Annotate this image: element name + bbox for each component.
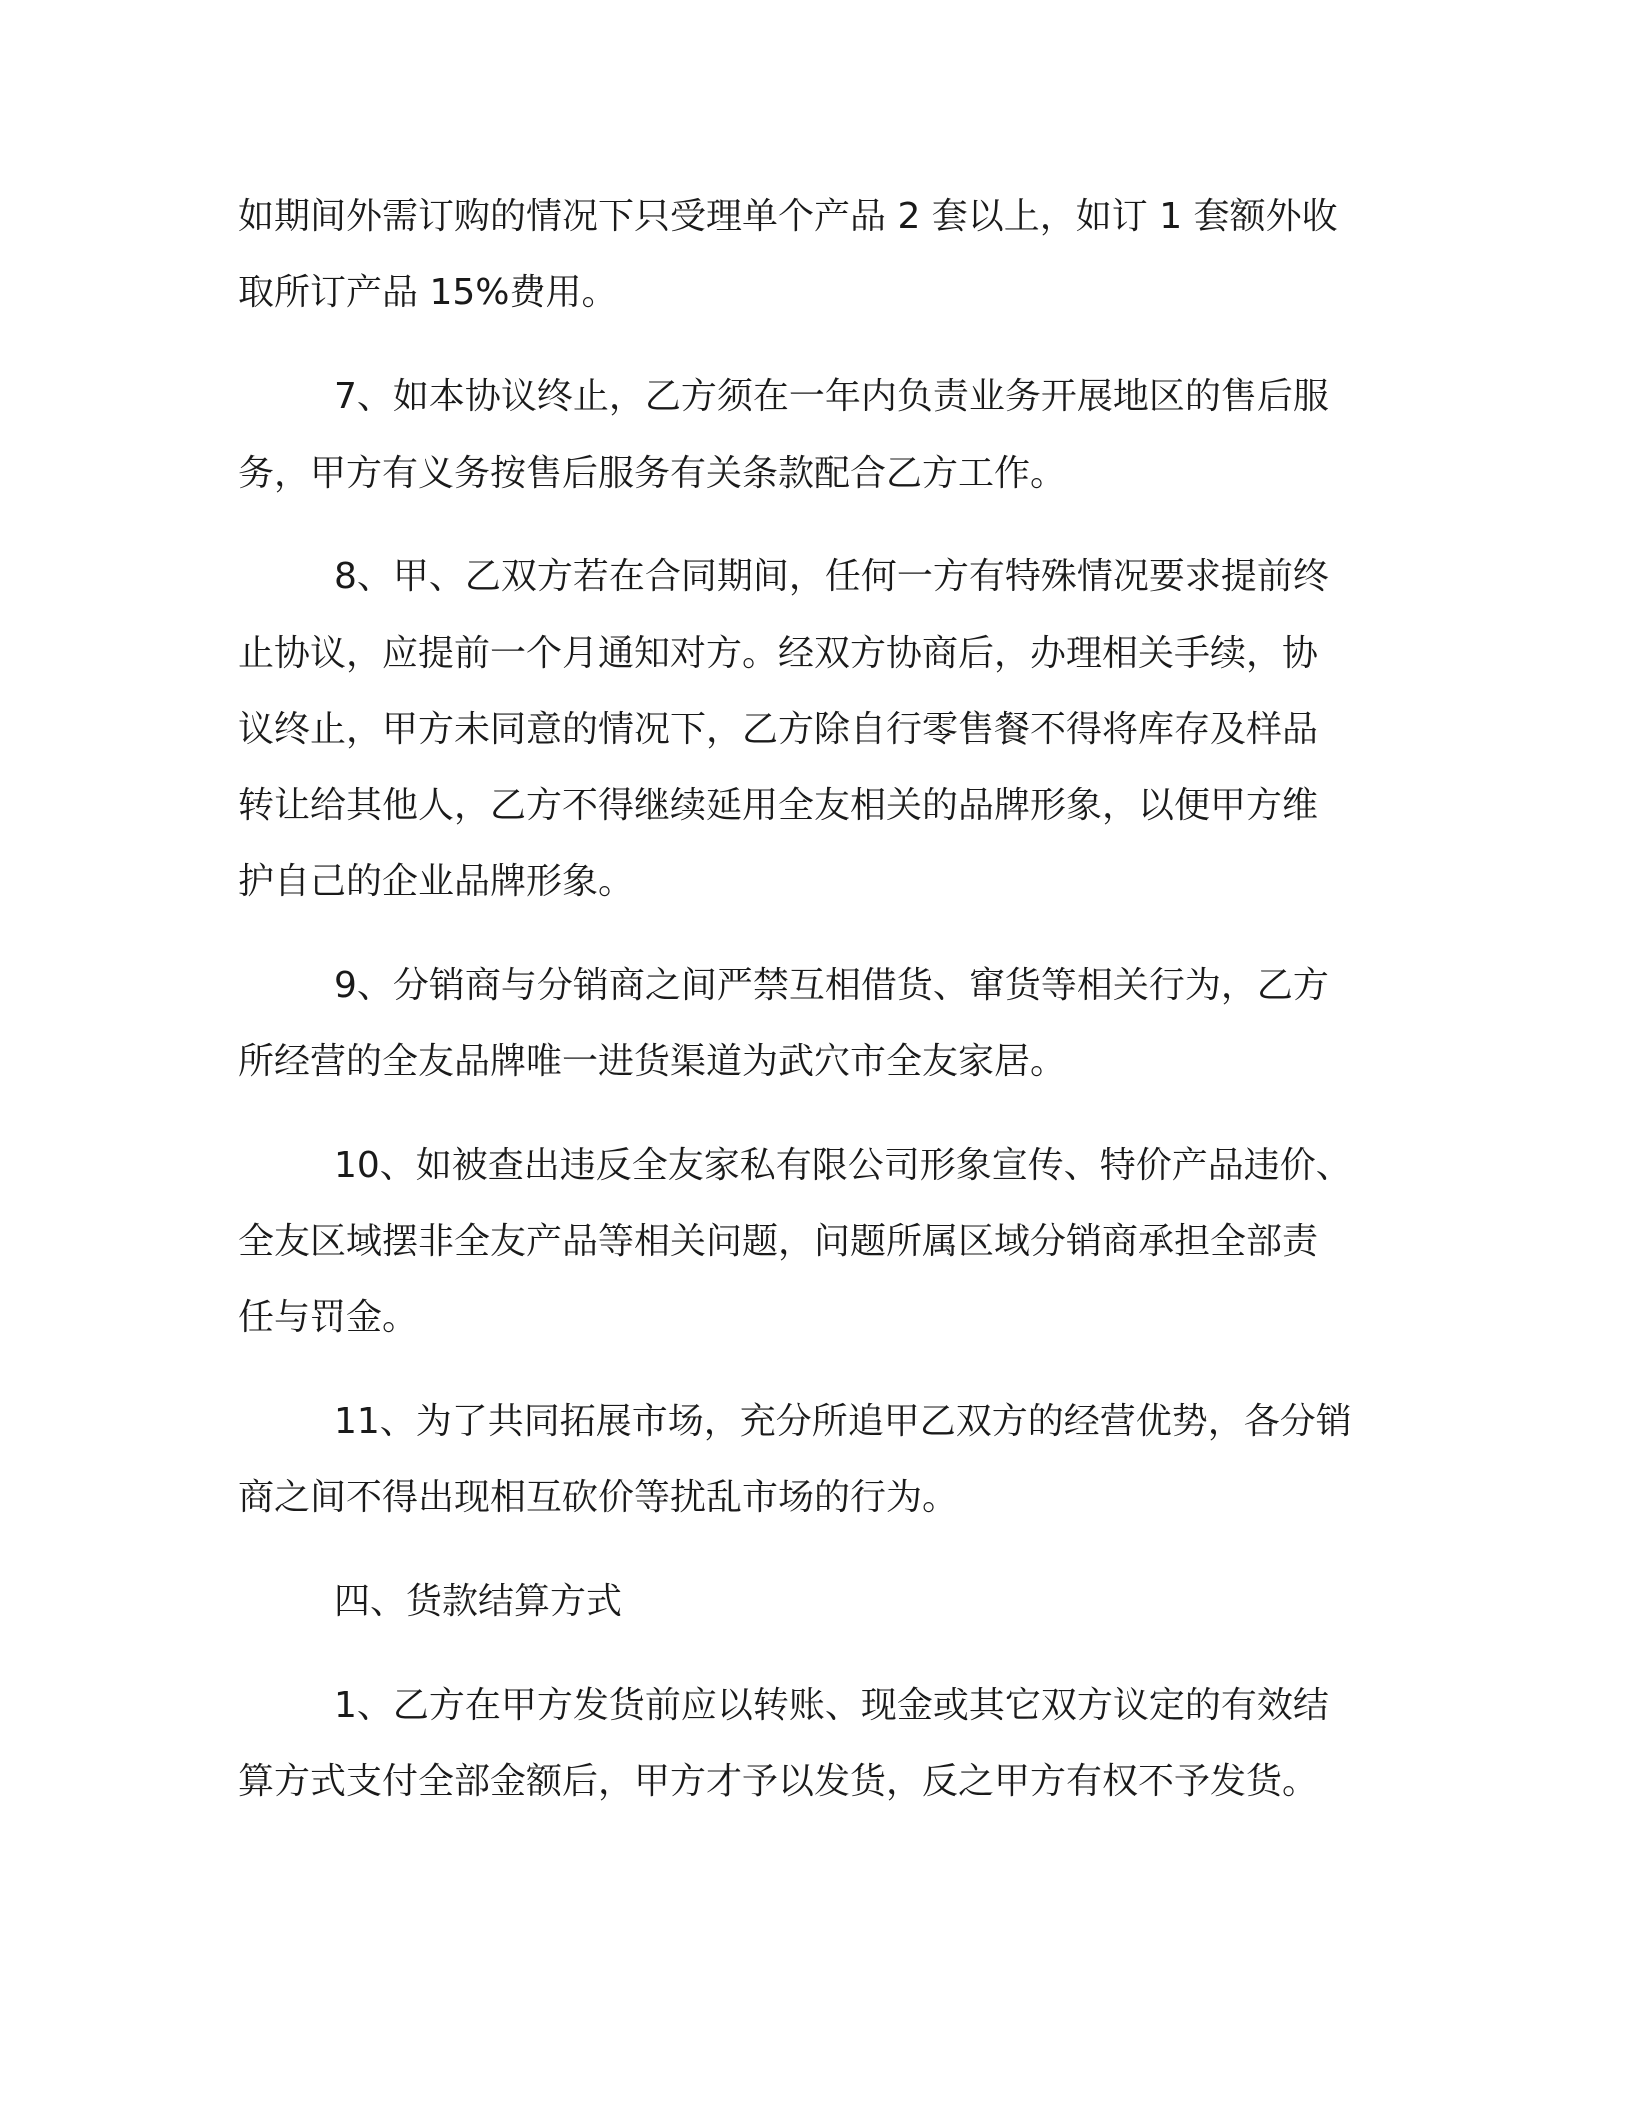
clause-9-line: 9、分销商与分销商之间严禁互相借货、窜货等相关行为，乙方 xyxy=(334,965,1329,1006)
clause-8-line: 护自己的企业品牌形象。 xyxy=(238,861,635,902)
text-line: 取所订产品 15%费用。 xyxy=(238,272,618,313)
section-heading: 四、货款结算方式 xyxy=(334,1581,623,1622)
clause-8-line: 止协议，应提前一个月通知对方。经双方协商后，办理相关手续，协 xyxy=(238,633,1319,674)
clause-9-line: 所经营的全友品牌唯一进货渠道为武穴市全友家居。 xyxy=(238,1041,1067,1082)
clause-7-line: 务，甲方有义务按售后服务有关条款配合乙方工作。 xyxy=(238,453,1067,494)
payment-clause-1-line: 算方式支付全部金额后，甲方才予以发货，反之甲方有权不予发货。 xyxy=(238,1761,1319,1802)
payment-clause-1-line: 1、乙方在甲方发货前应以转账、现金或其它双方议定的有效结 xyxy=(334,1685,1329,1726)
clause-8-line: 8、甲、乙双方若在合同期间，任何一方有特殊情况要求提前终 xyxy=(334,556,1329,597)
clause-11-line: 商之间不得出现相互砍价等扰乱市场的行为。 xyxy=(238,1477,959,1518)
clause-11-line: 11、为了共同拓展市场，充分所追甲乙双方的经营优势，各分销 xyxy=(334,1401,1352,1442)
clause-10-line: 10、如被查出违反全友家私有限公司形象宣传、特价产品违价、 xyxy=(334,1145,1352,1186)
clause-10-line: 任与罚金。 xyxy=(238,1297,419,1338)
text-line: 如期间外需订购的情况下只受理单个产品 2 套以上，如订 1 套额外收 xyxy=(238,196,1338,237)
clause-8-line: 转让给其他人，乙方不得继续延用全友相关的品牌形象，以便甲方维 xyxy=(238,785,1319,826)
clause-8-line: 议终止，甲方未同意的情况下，乙方除自行零售餐不得将库存及样品 xyxy=(238,709,1319,750)
clause-7-line: 7、如本协议终止，乙方须在一年内负责业务开展地区的售后服 xyxy=(334,376,1329,417)
clause-10-line: 全友区域摆非全友产品等相关问题，问题所属区域分销商承担全部责 xyxy=(238,1221,1319,1262)
